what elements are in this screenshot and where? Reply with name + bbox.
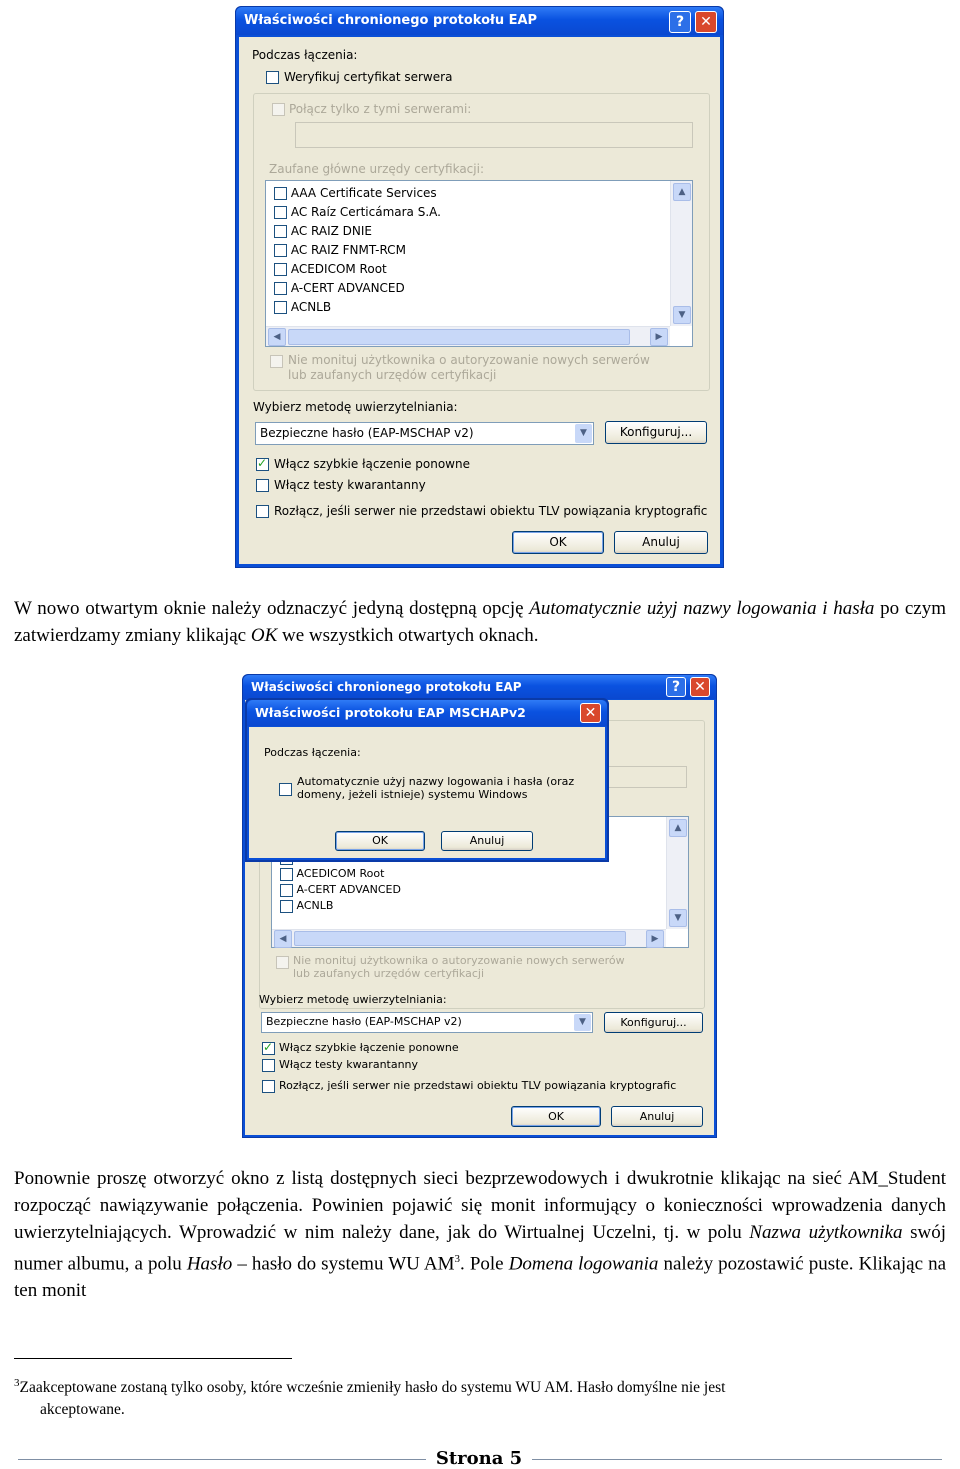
dialog-title: Właściwości protokołu EAP MSCHAPv2 xyxy=(247,700,607,726)
cert-item[interactable]: ACNLB xyxy=(280,899,333,913)
configure-button[interactable]: Konfiguruj... xyxy=(605,421,707,444)
instruction-paragraph-2: Ponownie proszę otworzyć okno z listą dostępnych sieci bezprzewodowych i dwukrotnie klikając na sieć AM_Student rozpocząć nawiązywanie połączenia. Powinien pojawić się monit informujący o konieczności wprowadzenia danych uwierzytelniających. Wprowadzić w nim należy dane, jak do Wirtualnej Uczelni, tj. w polu Nazwa użytkownika swój numer albumu, a polu Hasło – hasło do systemu WU $AM^3$. Pole Domena logowania należy pozostawić puste. Klikając na ten monit xyxy=(14,1168,947,1302)
dialog-client xyxy=(249,727,605,858)
auto-use-credentials-label-2: domeny, jeżeli istnieje) systemu Windows xyxy=(297,788,528,801)
disconnect-tlv-checkbox[interactable] xyxy=(256,505,269,518)
auth-method-label: Wybierz metodę uwierzytelniania: xyxy=(259,993,447,1006)
cert-listbox[interactable] xyxy=(265,180,693,347)
scroll-right-icon[interactable]: ▶ xyxy=(650,328,668,346)
cert-item[interactable]: AAA Certificate Services xyxy=(274,186,437,200)
quarantine-label: Włącz testy kwarantanny xyxy=(274,478,426,492)
disconnect-tlv-label: Rozłącz, jeśli serwer nie przedstawi obiektu TLV powiązania kryptografic xyxy=(274,504,708,518)
verify-cert-label: Weryfikuj certyfikat serwera xyxy=(284,70,453,84)
close-button[interactable]: ✕ xyxy=(695,11,717,33)
cert-item[interactable]: AC RAIZ DNIE xyxy=(274,224,372,238)
vertical-scrollbar[interactable] xyxy=(666,817,688,929)
ok-button[interactable]: OK xyxy=(512,531,604,554)
cancel-button[interactable]: Anuluj xyxy=(611,1106,703,1127)
configure-button[interactable]: Konfiguruj... xyxy=(604,1012,703,1033)
scroll-down-icon[interactable]: ▼ xyxy=(673,306,691,324)
close-button[interactable]: ✕ xyxy=(690,677,710,697)
ok-button[interactable]: OK xyxy=(511,1106,601,1127)
chevron-down-icon[interactable]: ▼ xyxy=(574,1014,591,1031)
cancel-button[interactable]: Anuluj xyxy=(441,831,533,851)
fast-reconnect-label: Włącz szybkie łączenie ponowne xyxy=(274,457,470,471)
dialog-title: Właściwości chronionego protokołu EAP xyxy=(243,675,716,699)
cancel-button[interactable]: Anuluj xyxy=(614,531,708,554)
instruction-paragraph-1: W nowo otwartym oknie należy odznaczyć jedyną dostępną opcję Automatycznie użyj nazwy logowania i hasła po czym zatwierdzamy zmiany klikając OK we wszystkich otwartych oknach. xyxy=(14,598,946,646)
connect-only-label: Połącz tylko z tymi serwerami: xyxy=(289,102,472,116)
quarantine-checkbox[interactable] xyxy=(256,479,269,492)
help-button[interactable]: ? xyxy=(669,11,691,33)
auth-method-select[interactable]: Bezpieczne hasło (EAP-MSCHAP v2) ▼ xyxy=(261,1012,593,1033)
disconnect-tlv-label: Rozłącz, jeśli serwer nie przedstawi obiektu TLV powiązania kryptografic xyxy=(279,1079,677,1092)
dont-prompt-label: Nie monituj użytkownika o autoryzowanie nowych serwerów xyxy=(288,353,650,367)
fast-reconnect-checkbox[interactable] xyxy=(256,458,269,471)
auth-method-select[interactable]: Bezpieczne hasło (EAP-MSCHAP v2) ▼ xyxy=(255,422,594,445)
scroll-right-icon[interactable]: ▶ xyxy=(646,930,664,948)
disconnect-tlv-checkbox[interactable] xyxy=(262,1080,275,1093)
scroll-up-icon[interactable]: ▲ xyxy=(673,183,691,201)
footnote-separator xyxy=(14,1358,292,1359)
fast-reconnect-label: Włącz szybkie łączenie ponowne xyxy=(279,1041,459,1054)
dont-prompt-label-2: lub zaufanych urzędów certyfikacji xyxy=(293,967,485,980)
auto-use-credentials-checkbox[interactable] xyxy=(279,783,292,796)
vertical-scrollbar[interactable] xyxy=(670,181,692,326)
page-number: Strona 5 xyxy=(435,1448,523,1469)
close-button[interactable]: ✕ xyxy=(580,703,601,723)
dialog-title: Właściwości chronionego protokołu EAP xyxy=(236,7,723,35)
servers-input[interactable] xyxy=(295,122,693,148)
cert-item[interactable]: ACEDICOM Root xyxy=(280,867,384,881)
eap-properties-dialog xyxy=(235,6,724,568)
help-button[interactable]: ? xyxy=(666,677,686,697)
mschapv2-properties-dialog xyxy=(245,698,609,862)
cert-item[interactable]: AC Raíz Certicámara S.A. xyxy=(274,205,441,219)
dont-prompt-checkbox[interactable] xyxy=(270,355,283,368)
dont-prompt-label-2: lub zaufanych urzędów certyfikacji xyxy=(288,368,497,382)
scroll-up-icon[interactable]: ▲ xyxy=(669,819,687,837)
when-connecting-label: Podczas łączenia: xyxy=(252,48,358,62)
footer-rule-left xyxy=(18,1459,426,1460)
cert-item[interactable]: AC RAIZ FNMT-RCM xyxy=(274,243,406,257)
cert-item[interactable]: ACEDICOM Root xyxy=(274,262,387,276)
footer-rule-right xyxy=(532,1459,942,1460)
horizontal-scrollbar[interactable] xyxy=(266,326,670,346)
footnote: $^3$Zaakceptowane zostaną tylko osoby, które wcześnie zmieniły hasło do systemu WU AM. Hasło domyślne nie jest akceptowane. xyxy=(14,1377,726,1419)
auth-method-label: Wybierz metodę uwierzytelniania: xyxy=(253,400,458,414)
cert-item[interactable]: A-CERT ADVANCED xyxy=(280,883,401,897)
when-connecting-label: Podczas łączenia: xyxy=(264,746,361,759)
ok-button[interactable]: OK xyxy=(335,831,425,851)
dialog-client xyxy=(239,37,720,564)
connect-only-checkbox[interactable] xyxy=(272,103,285,116)
horizontal-scrollbar[interactable] xyxy=(272,929,666,947)
auto-use-credentials-label: Automatycznie użyj nazwy logowania i hasła (oraz xyxy=(297,775,575,788)
verify-cert-checkbox[interactable] xyxy=(266,71,279,84)
chevron-down-icon[interactable]: ▼ xyxy=(575,424,592,443)
dont-prompt-label: Nie monituj użytkownika o autoryzowanie nowych serwerów xyxy=(293,954,625,967)
quarantine-label: Włącz testy kwarantanny xyxy=(279,1058,419,1071)
scroll-left-icon[interactable]: ◀ xyxy=(268,328,286,346)
quarantine-checkbox[interactable] xyxy=(262,1059,275,1072)
fast-reconnect-checkbox[interactable] xyxy=(262,1042,275,1055)
cert-item[interactable]: ACNLB xyxy=(274,300,331,314)
dont-prompt-checkbox[interactable] xyxy=(276,956,289,969)
scroll-down-icon[interactable]: ▼ xyxy=(669,909,687,927)
trusted-roots-label: Zaufane główne urzędy certyfikacji: xyxy=(269,162,484,176)
cert-item[interactable]: A-CERT ADVANCED xyxy=(274,281,405,295)
scroll-left-icon[interactable]: ◀ xyxy=(274,930,292,948)
